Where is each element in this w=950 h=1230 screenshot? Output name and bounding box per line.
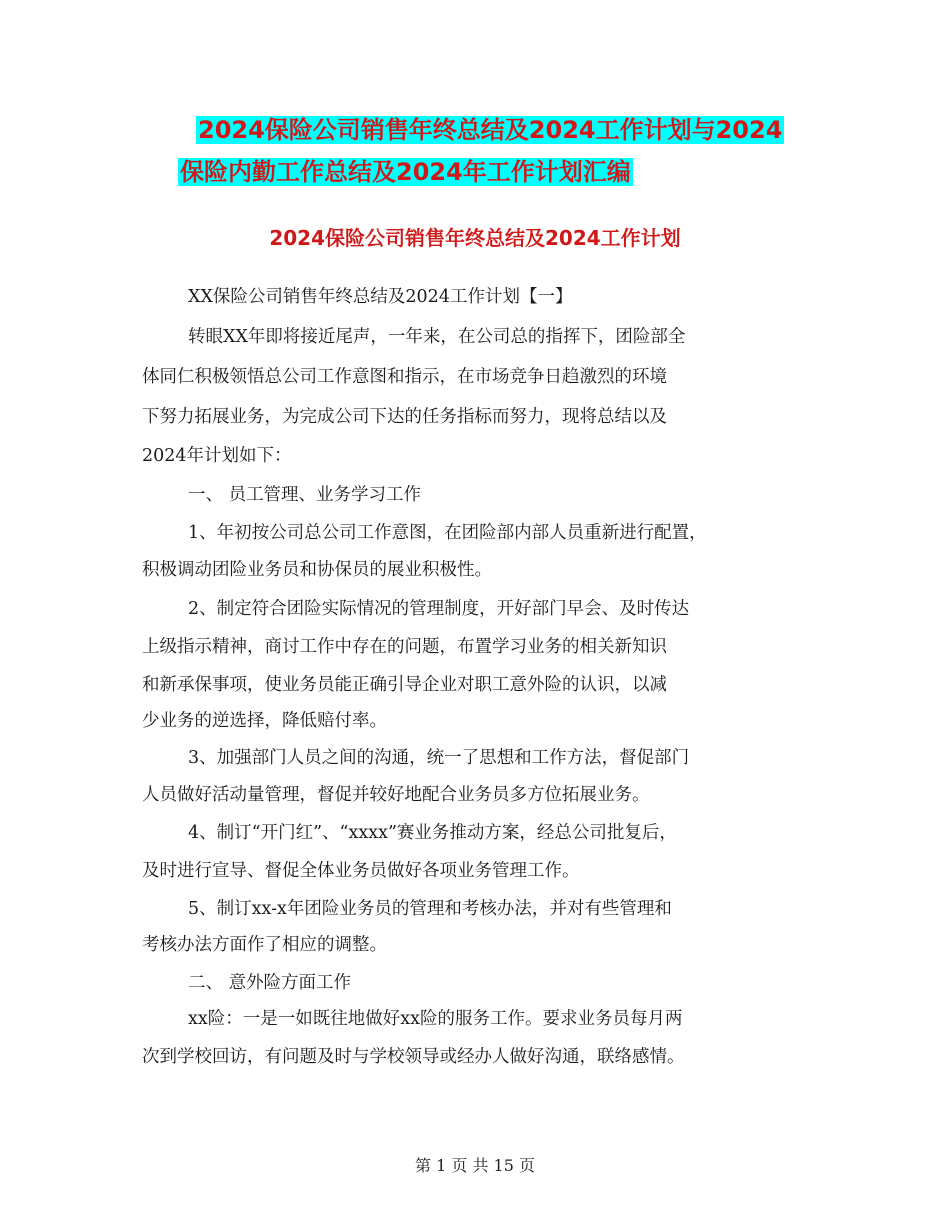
paragraph-line: 1、年初按公司总公司工作意图，在团险部内部人员重新进行配置，: [188, 523, 707, 543]
paragraph-line: 积极调动团险业务员和协保员的展业积极性。: [142, 560, 492, 580]
paragraph-line: 3、加强部门人员之间的沟通，统一了思想和工作方法，督促部门: [188, 748, 690, 768]
paragraph-line: 上级指示精神，商讨工作中存在的问题，布置学习业务的相关新知识: [142, 637, 667, 657]
paragraph-line: 少业务的逆选择，降低赔付率。: [142, 711, 387, 731]
paragraph-line: 下努力拓展业务，为完成公司下达的任务指标而努力，现将总结以及: [142, 407, 667, 427]
paragraph-line: 转眼XX年即将接近尾声，一年来，在公司总的指挥下，团险部全: [188, 327, 686, 347]
page-footer: 第 1 页 共 15 页: [415, 1156, 535, 1175]
paragraph-line: 考核办法方面作了相应的调整。: [142, 935, 387, 955]
paragraph-line: xx险：一是一如既往地做好xx险的服务工作。要求业务员每月两: [188, 1009, 683, 1029]
title-line-1: 2024保险公司销售年终总结及2024工作计划与2024: [198, 116, 783, 144]
paragraph-line: XX保险公司销售年终总结及2024工作计划【一】: [188, 287, 573, 307]
section-heading-line: 二、 意外险方面工作: [188, 973, 352, 993]
paragraph-line: 4、制订“开门红”、“xxxx”赛业务推动方案，经总公司批复后，: [188, 823, 677, 843]
paragraph-line: 和新承保事项，使业务员能正确引导企业对职工意外险的认识，以减: [142, 675, 667, 695]
section-heading-line: 一、 员工管理、业务学习工作: [188, 485, 422, 505]
paragraph-line: 及时进行宣导、督促全体业务员做好各项业务管理工作。: [142, 861, 580, 881]
paragraph-line: 5、制订xx-x年团险业务员的管理和考核办法，并对有些管理和: [188, 899, 672, 919]
title-line-2: 保险内勤工作总结及2024年工作计划汇编: [180, 158, 631, 186]
paragraph-line: 2024年计划如下：: [142, 446, 292, 466]
paragraph-line: 体同仁积极领悟总公司工作意图和指示，在市场竞争日趋激烈的环境: [142, 367, 667, 387]
paragraph-line: 次到学校回访，有问题及时与学校领导或经办人做好沟通，联络感情。: [142, 1047, 685, 1067]
paragraph-line: 2、制定符合团险实际情况的管理制度，开好部门早会、及时传达: [188, 599, 690, 619]
paragraph-line: 人员做好活动量管理，督促并较好地配合业务员多方位拓展业务。: [142, 785, 650, 805]
section-heading: 2024保险公司销售年终总结及2024工作计划: [269, 226, 681, 250]
